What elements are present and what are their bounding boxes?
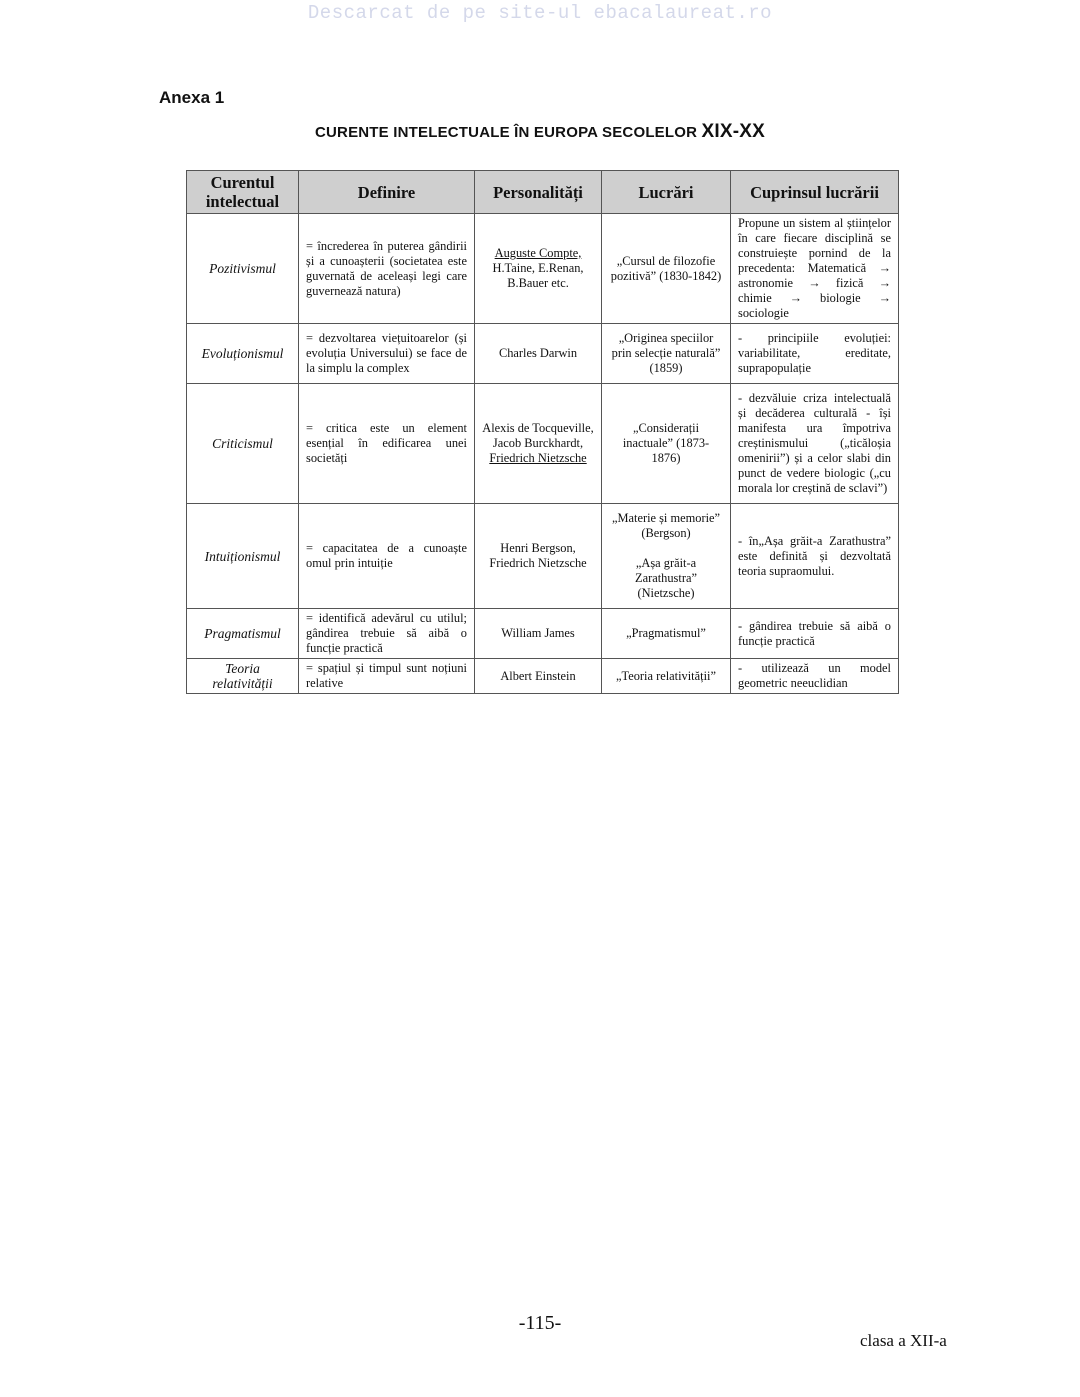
definition-cell: = identifică adevărul cu utilul; gândirea trebuie să aibă o funcție practică (299, 609, 475, 659)
underlined-name: Friedrich Nietzsche (489, 451, 587, 465)
current-name: Pragmatismul (187, 609, 299, 659)
content-cell: - dezvăluie criza intelectuală și decăderea culturală - își manifesta ura împotriva creștinismului („ticăloșia omenirii”) și a celor slabi din punct de vedere biologic („cu morala lor creștină de sclavi”) (731, 384, 899, 504)
header-current: Curentul intelectual (187, 171, 299, 214)
content-cell: - utilizează un model geometric neeuclidian (731, 659, 899, 694)
class-label: clasa a XII-a (860, 1331, 947, 1350)
personalities-text: Alexis de Tocqueville, Jacob Burckhardt, (482, 421, 594, 450)
current-name: Evoluționismul (187, 324, 299, 384)
works-cell: „Considerații inactuale” (1873-1876) (602, 384, 731, 504)
definition-cell: = critica este un element esențial în edificarea unei societăți (299, 384, 475, 504)
page-number: -115- (518, 1312, 562, 1334)
table-row (187, 324, 899, 384)
definition-cell: = încrederea în puterea gândirii și a cunoașterii (societatea este guvernată de aceleași legi care guvernează natura) (299, 214, 475, 324)
title-centuries: XIX-XX (701, 121, 766, 142)
content-cell: - în„Așa grăit-a Zarathustra” este definită și dezvoltată teoria supraomului. (731, 504, 899, 609)
current-name: Pozitivismul (187, 214, 299, 324)
personalities-text: H.Taine, E.Renan, B.Bauer etc. (492, 261, 584, 290)
personalities-cell: William James (475, 609, 602, 659)
definition-cell: = capacitatea de a cunoaște omul prin intuiție (299, 504, 475, 609)
table-row (187, 214, 899, 324)
watermark: Descarcat de pe site-ul ebacalaureat.ro (307, 2, 773, 24)
definition-cell: = spațiul și timpul sunt noțiuni relative (299, 659, 475, 694)
definition-cell: = dezvoltarea viețuitoarelor (și evoluția Universului) se face de la simplu la complex (299, 324, 475, 384)
title-text: CURENTE INTELECTUALE ÎN EUROPA SECOLELOR (314, 124, 698, 141)
header-content: Cuprinsul lucrării (731, 171, 899, 214)
annex-label: Anexa 1 (159, 88, 225, 107)
header-definition: Definire (299, 171, 475, 214)
personalities-cell: Albert Einstein (475, 659, 602, 694)
header-personalities: Personalități (475, 171, 602, 214)
table-row (187, 384, 899, 504)
content-cell: - principiile evoluției: variabilitate, ereditate, suprapopulație (731, 324, 899, 384)
table-header-row (187, 171, 899, 214)
underlined-name: Auguste Compte, (494, 246, 582, 260)
works-cell: „Cursul de filozofie pozitivă” (1830-1842) (602, 214, 731, 324)
personalities-cell (475, 384, 602, 504)
personalities-cell: Henri Bergson, Friedrich Nietzsche (475, 504, 602, 609)
works-nietzsche: „Așa grăit-a Zarathustra” (Nietzsche) (635, 556, 697, 600)
table-row (187, 609, 899, 659)
current-name: Intuiționismul (187, 504, 299, 609)
table-row (187, 504, 899, 609)
works-cell: „Originea speciilor prin selecție naturală” (1859) (602, 324, 731, 384)
works-cell: „Teoria relativității” (602, 659, 731, 694)
content-cell: Propune un sistem al științelor în care fiecare disciplină se construiește pornind de la precedenta: Matematică → astronomie → fizică → chimie → biologie → sociologie (731, 214, 899, 324)
personalities-cell (475, 214, 602, 324)
current-name: Criticismul (187, 384, 299, 504)
table-row (187, 659, 899, 694)
content-cell: - gândirea trebuie să aibă o funcție practică (731, 609, 899, 659)
document-title (0, 121, 1080, 143)
current-name: Teoria relativității (187, 659, 299, 694)
works-cell (602, 504, 731, 609)
header-works: Lucrări (602, 171, 731, 214)
intellectual-currents-table (186, 170, 899, 694)
personalities-cell: Charles Darwin (475, 324, 602, 384)
works-bergson: „Materie și memorie” (Bergson) (611, 511, 721, 540)
works-cell: „Pragmatismul” (602, 609, 731, 659)
